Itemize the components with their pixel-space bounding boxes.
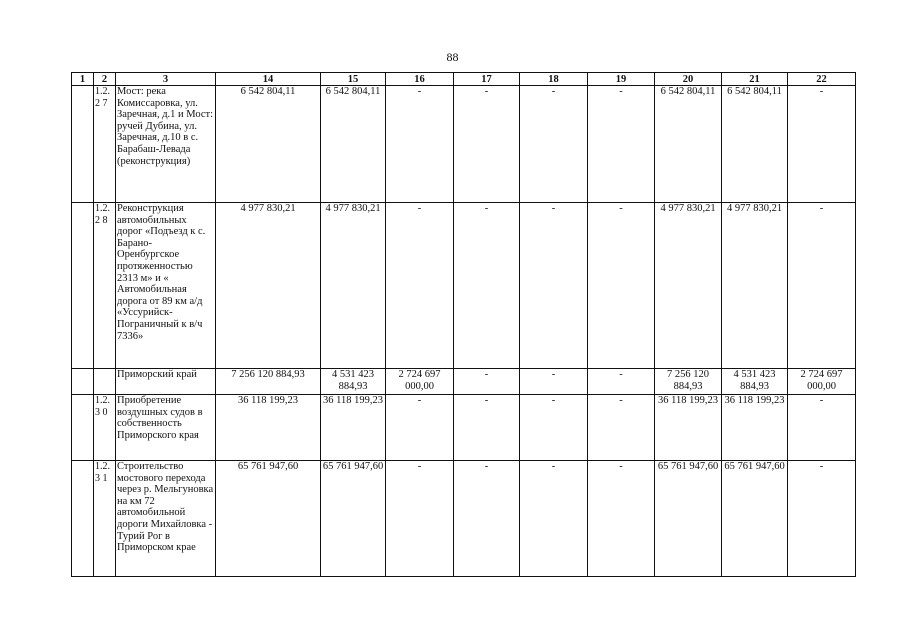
header-cell: 17	[454, 73, 520, 86]
row-col1	[72, 86, 94, 203]
header-cell: 3	[116, 73, 216, 86]
value-col18: -	[520, 86, 588, 203]
header-cell: 1	[72, 73, 94, 86]
value-col15: 4 977 830,21	[321, 203, 386, 369]
value-col17: -	[454, 203, 520, 369]
header-cell: 20	[655, 73, 722, 86]
value-col20: 4 977 830,21	[655, 203, 722, 369]
row-code: 1.2.2 8	[94, 203, 116, 369]
row-col1	[72, 461, 94, 577]
row-name: Реконструкция автомобильных дорог «Подъезд к с. Барано-Оренбургское протяженностью 2313 м» и « Автомобильная дорога от 89 км а/д «Уссурийск-Пограничный к в/ч 7336»	[116, 203, 216, 369]
value-col16: -	[386, 203, 454, 369]
value-col16: -	[386, 86, 454, 203]
value-col18: -	[520, 461, 588, 577]
value-col22: -	[788, 86, 856, 203]
value-col20: 65 761 947,60	[655, 461, 722, 577]
value-col14: 4 977 830,21	[216, 203, 321, 369]
value-col19: -	[588, 461, 655, 577]
value-col15: 36 118 199,23	[321, 395, 386, 461]
value-col15: 4 531 423 884,93	[321, 369, 386, 395]
value-col22: -	[788, 203, 856, 369]
table-row	[72, 86, 856, 203]
row-code	[94, 369, 116, 395]
row-col1	[72, 369, 94, 395]
value-col21: 4 977 830,21	[722, 203, 788, 369]
value-col16: 2 724 697 000,00	[386, 369, 454, 395]
table-row	[72, 461, 856, 577]
value-col15: 65 761 947,60	[321, 461, 386, 577]
page-number: 88	[446, 50, 459, 64]
row-col1	[72, 395, 94, 461]
value-col19: -	[588, 203, 655, 369]
value-col18: -	[520, 203, 588, 369]
value-col22: -	[788, 395, 856, 461]
value-col19: -	[588, 86, 655, 203]
header-cell: 21	[722, 73, 788, 86]
value-col18: -	[520, 369, 588, 395]
value-col14: 7 256 120 884,93	[216, 369, 321, 395]
value-col19: -	[588, 369, 655, 395]
value-col14: 6 542 804,11	[216, 86, 321, 203]
header-cell: 18	[520, 73, 588, 86]
header-cell: 2	[94, 73, 116, 86]
value-col22: -	[788, 461, 856, 577]
value-col20: 7 256 120 884,93	[655, 369, 722, 395]
value-col21: 36 118 199,23	[722, 395, 788, 461]
row-name: Строительство мостового перехода через р. Мельгуновка на км 72 автомобильной дороги Михайловка - Турий Рог в Приморском крае	[116, 461, 216, 577]
row-name: Приморский край	[116, 369, 216, 395]
row-code: 1.2.3 0	[94, 395, 116, 461]
value-col19: -	[588, 395, 655, 461]
value-col20: 36 118 199,23	[655, 395, 722, 461]
value-col22: 2 724 697 000,00	[788, 369, 856, 395]
row-name: Приобретение воздушных судов в собственность Приморского края	[116, 395, 216, 461]
table-row	[72, 395, 856, 461]
value-col16: -	[386, 461, 454, 577]
value-col16: -	[386, 395, 454, 461]
header-cell: 22	[788, 73, 856, 86]
value-col14: 36 118 199,23	[216, 395, 321, 461]
row-name: Мост: река Комиссаровка, ул. Заречная, д.1 и Мост: ручей Дубина, ул. Заречная, д.10 в с. Барабаш-Левада (реконструкция)	[116, 86, 216, 203]
value-col18: -	[520, 395, 588, 461]
value-col21: 4 531 423 884,93	[722, 369, 788, 395]
value-col21: 65 761 947,60	[722, 461, 788, 577]
row-code: 1.2.3 1	[94, 461, 116, 577]
table-row	[72, 369, 856, 395]
value-col17: -	[454, 461, 520, 577]
value-col17: -	[454, 369, 520, 395]
value-col17: -	[454, 395, 520, 461]
budget-table	[71, 72, 856, 577]
value-col14: 65 761 947,60	[216, 461, 321, 577]
header-cell: 14	[216, 73, 321, 86]
value-col17: -	[454, 86, 520, 203]
row-col1	[72, 203, 94, 369]
header-cell: 16	[386, 73, 454, 86]
row-code: 1.2.2 7	[94, 86, 116, 203]
value-col20: 6 542 804,11	[655, 86, 722, 203]
header-cell: 15	[321, 73, 386, 86]
value-col15: 6 542 804,11	[321, 86, 386, 203]
header-cell: 19	[588, 73, 655, 86]
value-col21: 6 542 804,11	[722, 86, 788, 203]
header-row	[72, 73, 856, 86]
table-row	[72, 203, 856, 369]
